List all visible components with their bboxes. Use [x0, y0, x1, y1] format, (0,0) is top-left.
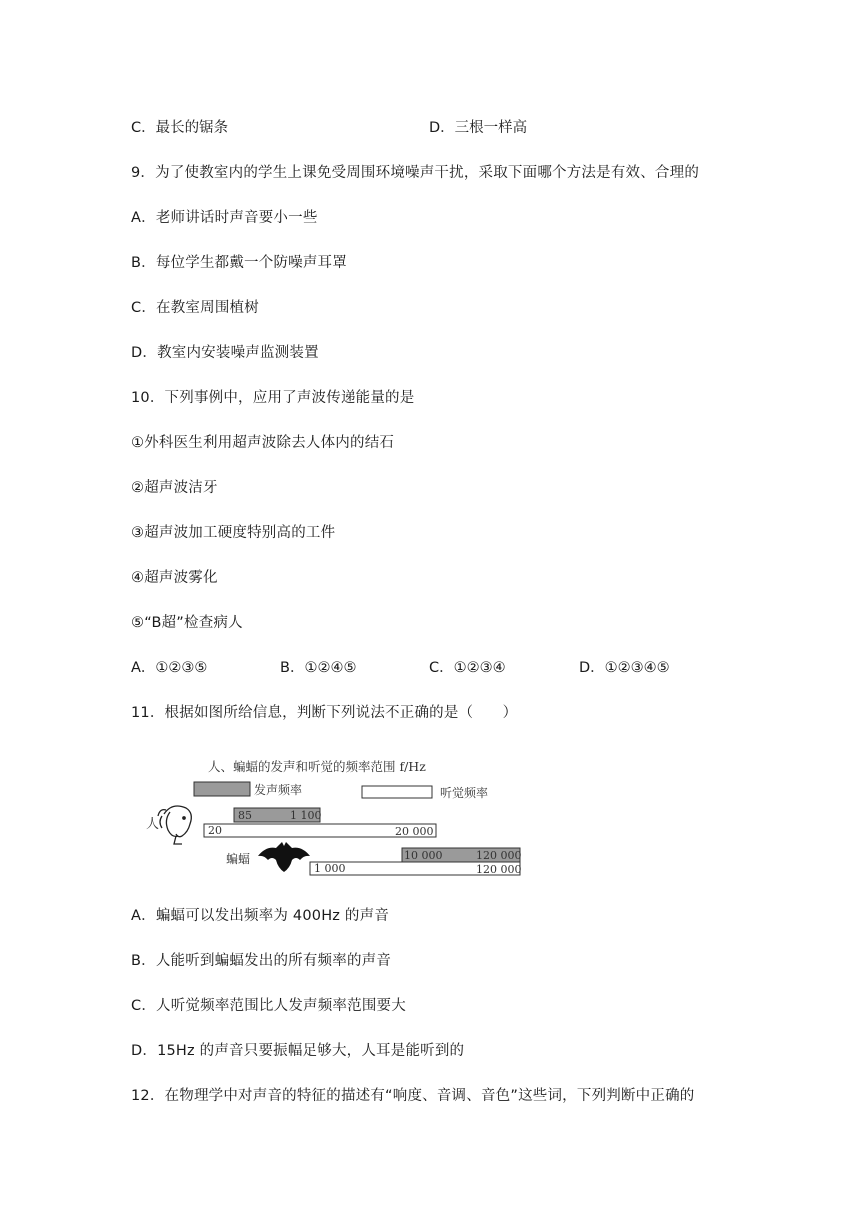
q11-option-b: B．人能听到蝙蝠发出的所有频率的声音	[131, 953, 392, 969]
bat-hear-low: 1 000	[314, 862, 346, 875]
q10-option-d: D．①②③④⑤	[579, 660, 670, 676]
q8-option-d: D．三根一样高	[429, 120, 528, 136]
legend-emit-label: 发声频率	[254, 783, 303, 797]
legend-hear-swatch	[362, 786, 432, 798]
q11-option-c: C．人听觉频率范围比人发声频率范围要大	[131, 998, 406, 1014]
bat-emit-low: 10 000	[404, 849, 443, 862]
q10-stem: 10．下列事例中，应用了声波传递能量的是	[131, 390, 415, 406]
bat-label: 蝙蝠	[226, 852, 251, 866]
figure-title: 人、蝙蝠的发声和听觉的频率范围 f/Hz	[208, 759, 426, 774]
human-hear-low: 20	[208, 824, 222, 837]
q10-option-c: C．①②③④	[429, 660, 506, 676]
q9-option-c: C．在教室周围植树	[131, 300, 259, 316]
q10-item-2: ②超声波洁牙	[131, 480, 218, 496]
q9-option-b: B．每位学生都戴一个防噪声耳罩	[131, 255, 347, 271]
q9-stem: 9．为了使教室内的学生上课免受周围环境噪声干扰，采取下面哪个方法是有效、合理的	[131, 165, 700, 181]
q10-item-4: ④超声波雾化	[131, 570, 218, 586]
legend-emit-swatch	[194, 782, 250, 796]
q8-option-c: C．最长的锯条	[131, 120, 229, 136]
human-hear-high: 20 000	[395, 825, 434, 838]
bat-emit-high: 120 000	[476, 849, 522, 862]
q11-option-d: D．15Hz 的声音只要振幅足够大，人耳是能听到的	[131, 1043, 465, 1059]
q10-item-1: ①外科医生利用超声波除去人体内的结石	[131, 435, 395, 451]
q10-option-b: B．①②④⑤	[280, 660, 357, 676]
q11-option-a: A．蝙蝠可以发出频率为 400Hz 的声音	[131, 908, 390, 924]
human-emit-high: 1 100	[290, 809, 322, 822]
q11-stem: 11．根据如图所给信息，判断下列说法不正确的是（ ）	[131, 705, 518, 721]
frequency-range-figure	[140, 752, 530, 882]
q9-option-a: A．老师讲话时声音要小一些	[131, 210, 318, 226]
q10-item-5: ⑤“B超”检查病人	[131, 615, 243, 631]
human-head-icon	[158, 806, 191, 844]
q9-option-d: D．教室内安装噪声监测装置	[131, 345, 319, 361]
human-label: 人	[146, 817, 160, 832]
bat-icon	[258, 842, 310, 872]
q10-option-a: A．①②③⑤	[131, 660, 208, 676]
q10-item-3: ③超声波加工硬度特别高的工件	[131, 525, 336, 541]
legend-hear-label: 听觉频率	[440, 786, 489, 800]
human-emit-low: 85	[238, 809, 252, 822]
bat-hear-high: 120 000	[476, 863, 522, 876]
q12-stem: 12．在物理学中对声音的特征的描述有“响度、音调、音色”这些词，下列判断中正确的	[131, 1088, 695, 1104]
